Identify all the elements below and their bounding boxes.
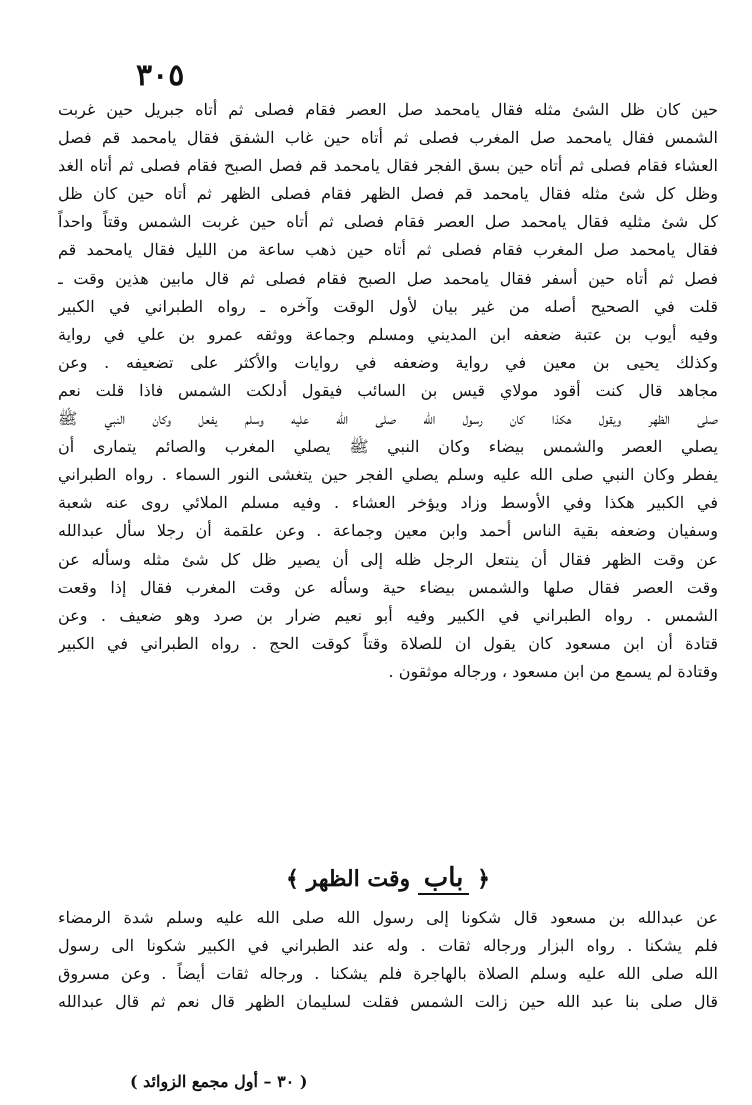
text-line: في الكبير هكذا وفي الأوسط وزاد ويؤخر العشاء . وفيه مسلم الملائي روى عنه شعبة xyxy=(58,493,718,513)
text-line: قلت في الصحيح أصله من غير بيان لأول الوقت وآخره ـ رواه الطبراني في الكبير xyxy=(58,296,718,316)
page-number: ٣٠٥ xyxy=(136,58,185,93)
text-line: وسفيان وضعفه بقية الناس أحمد وابن معين وجماعة . وعن علقمة أن رجلا سأل عبدالله xyxy=(58,521,718,541)
text-line: الشمس . رواه الطبراني في الكبير وفيه أبو نعيم ضرار بن صرد وهو ضعيف . وعن xyxy=(58,605,718,625)
text-line: يفطر وكان النبي صلى الله عليه وسلم يصلي الفجر حين يتغشى النور السماء . رواه الطبراني xyxy=(58,465,718,485)
text-line: قال صلى بنا عبد الله حين زالت الشمس فقلت لسليمان الظهر قال نعم ثم قال عبدالله xyxy=(58,992,718,1012)
text-line: كل شئ مثليه فقال يامحمد صل العصر فقام فصلى ثم أتاه حين غربت الشمس وقتاً واحداً xyxy=(58,212,718,232)
section-heading xyxy=(58,862,718,895)
text-line: وظل كل شئ مثله فقال يامحمد قم فصل الظهر فقام فصلى الظهر ثم أتاه حين كان ظل xyxy=(58,184,718,204)
text-line: عن وقت الظهر فقال أن ينتعل الرجل ظله إلى أن يصير ظل كل شئ مثله وسأله عن xyxy=(58,549,718,569)
text-line: الشمس فقال يامحمد صل المغرب فصلى ثم أتاه حين غاب الشفق فقال يامحمد قم فصل xyxy=(58,128,718,148)
text-line: فقال يامحمد صل المغرب فقام فصلى ثم أتاه حين ذهب ساعة من الليل فقال يامحمد قم xyxy=(58,240,718,260)
heading-close-bracket: ﴾ xyxy=(286,866,299,892)
paragraph-hadith-times xyxy=(58,96,718,686)
heading-title: وقت الظهر xyxy=(306,866,411,892)
heading-open-bracket: ﴿ xyxy=(477,866,490,892)
text-line: العشاء فقام فصلى ثم أتاه حين بسق الفجر فقال يامحمد قم فصل الصبح فقام فصلى ثم أتاه الغد xyxy=(58,156,718,176)
text-line: مجاهد قال كنت أقود مولاي قيس بن السائب فيقول أدلكت الشمس فاذا قلت نعم xyxy=(58,380,718,400)
text-line: عن عبدالله بن مسعود قال شكونا إلى رسول الله صلى الله عليه وسلم شدة الرمضاء xyxy=(58,908,718,927)
text-line: وفيه أيوب بن عتبة ضعفه ابن المديني ومسلم وجماعة ووثقه عمرو بن علي في رواية xyxy=(58,324,718,344)
text-line: وكذلك يحيى بن معين في رواية وضعفه في روايات والأكثر على تضعيفه . وعن xyxy=(58,352,718,372)
text-line: يصلي العصر والشمس بيضاء وكان النبي ﷺ يصلي المغرب والصائم يتمارى أن xyxy=(58,437,718,457)
text-line: وقتادة لم يسمع من ابن مسعود ، ورجاله موثقون . xyxy=(388,661,718,681)
text-line: حين كان ظل الشئ مثله فقال يامحمد صل العصر فقام فصلى ثم أتاه جبريل حين غربت xyxy=(58,100,718,119)
footer-signature: ( ٣٠ – أول مجمع الزوائد ) xyxy=(130,1072,308,1091)
text-line: قتادة أن ابن مسعود كان يقول ان للصلاة وقتاً كوقت الحج . رواه الطبراني في الكبير xyxy=(58,633,718,653)
text-line: الله صلى الله عليه وسلم الصلاة بالهاجرة فلم يشكنا . ورجاله ثقات أيضاً . وعن مسروق xyxy=(58,964,718,984)
text-line: فلم يشكنا . رواه البزار ورجاله ثقات . وله عند الطبراني في الكبير شكونا الى رسول xyxy=(58,936,718,956)
text-line: صلى الظهر ويقول هكذا كان رسول الله صلى الله عليه وسلم يفعل وكان النبي ﷺ xyxy=(58,409,718,429)
text-line: وقت العصر فقال صلها والشمس بيضاء حية وسأله عن وقت المغرب فقال إذا وقعت xyxy=(58,577,718,597)
text-line: فصل ثم أتاه حين أسفر فقال يامحمد صل الصبح فقام فصلى ثم قال مابين هذين وقت ـ xyxy=(58,268,718,288)
paragraph-dhuhr-time xyxy=(58,904,718,1016)
heading-bab: باب xyxy=(418,863,470,895)
